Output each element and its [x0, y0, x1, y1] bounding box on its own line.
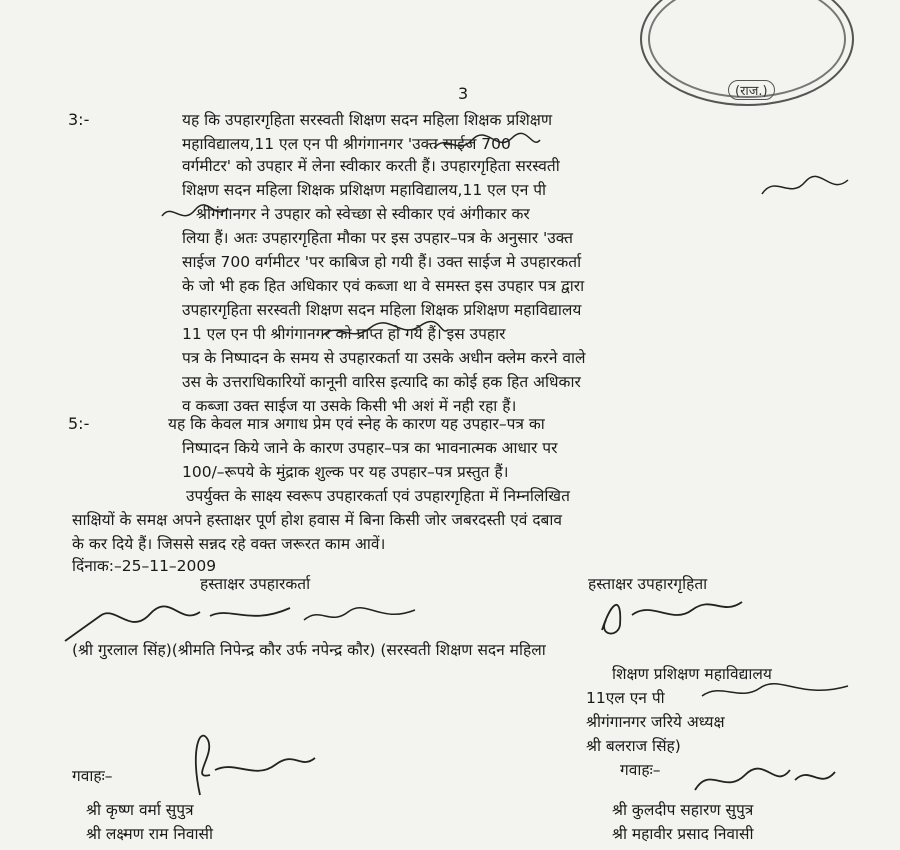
para3-line: लिया हैं। अतः उपहारगृहिता मौका पर इस उपहार–पत्र के अनुसार 'उक्त	[182, 229, 573, 247]
para3-line: शिक्षण सदन महिला शिक्षक प्रशिक्षण महाविद्यालय,11 एल एन पी	[182, 181, 547, 199]
date-line: दिंनाक:–25–11–2009	[72, 557, 217, 575]
initial-signature-scribble	[700, 680, 850, 704]
para3-line: के जो भी हक हित अधिकार एवं कब्जा था वे समस्त इस उपहार पत्र द्वारा	[182, 277, 585, 295]
initial-signature-scribble	[760, 172, 850, 202]
initial-signature-scribble	[160, 198, 230, 228]
para3-line: साईज 700 वर्गमीटर 'पर काबिज हो गयी हैं। उक्त साईज मे उपहारकर्ता	[182, 253, 582, 271]
para3-line: व कब्जा उक्त साईज या उसके किसी भी अशं में नही रहा हैं।	[182, 397, 517, 415]
donee-line: शिक्षण प्रशिक्षण महाविद्यालय	[612, 665, 772, 683]
para5-line: निष्पादन किये जाने के कारण उपहार–पत्र का भावनात्मक आधार पर	[182, 439, 558, 457]
donor-signature-label: हस्ताक्षर उपहारकर्ता	[200, 575, 311, 593]
witness-right-line: श्री महावीर प्रसाद निवासी	[612, 825, 754, 843]
witness-right-signature	[690, 760, 840, 800]
witness-left-line: श्री लक्ष्मण राम निवासी	[86, 825, 214, 843]
donor-signature-2	[300, 600, 420, 630]
witness-paragraph-line: उपर्युक्त के साक्ष्य स्वरूप उपहारकर्ता एवं उपहारगृहिता में निम्नलिखित	[186, 487, 570, 505]
donor-signature	[60, 596, 300, 646]
donee-line: श्री बलराज सिंह)	[586, 737, 681, 755]
paragraph-5-number: 5:-	[68, 414, 90, 433]
donee-line: 11एल एन पी	[586, 689, 665, 707]
witness-right-line: श्री कुलदीप सहारण सुपुत्र	[612, 801, 754, 819]
page-number: 3	[458, 84, 469, 103]
witness-left-label: गवाहः–	[72, 767, 113, 785]
para3-line: यह कि उपहारगृहिता सरस्वती शिक्षण सदन महिला शिक्षक प्रशिक्षण	[182, 111, 553, 129]
initial-signature-scribble	[320, 316, 450, 346]
donee-signature-label: हस्ताक्षर उपहारगृहिता	[588, 575, 708, 593]
donor-names: (श्री गुरलाल सिंह)(श्रीमति निपेन्द्र कौर उर्फ नपेन्द्र कौर) (सरस्वती शिक्षण सदन महिला	[72, 641, 546, 659]
donee-witness-label: गवाहः–	[620, 761, 661, 779]
witness-paragraph-line: साक्षियों के समक्ष अपने हस्ताक्षर पूर्ण होश हवास में बिना किसी जोर जबरदस्ती एवं दबाव	[72, 511, 563, 529]
donee-signature	[592, 590, 752, 640]
para3-line: पत्र के निष्पादन के समय से उपहारकर्ता या उसके अधीन क्लेम करने वाले	[182, 349, 586, 367]
donee-line: श्रीगंगानगर जरिये अध्यक्ष	[586, 713, 725, 731]
witness-paragraph-line: के कर दिये हैं। जिससे सन्नद रहे वक्त जरूरत काम आवें।	[72, 535, 386, 553]
initial-signature-scribble	[432, 128, 542, 158]
witness-left-signature	[160, 720, 320, 800]
para3-line: उपहारगृहिता सरस्वती शिक्षण सदन महिला शिक्षक प्रशिक्षण महाविद्यालय	[182, 301, 582, 319]
para5-line: 100/–रूपये के मुंद्राक शुल्क पर यह उपहार–पत्र प्रस्तुत हैं।	[182, 463, 509, 481]
para3-line: उस के उत्तराधिकारियों कानूनी वारिस इत्यादि का कोई हक हित अधिकार	[182, 373, 581, 391]
paragraph-3-number: 3:-	[68, 110, 90, 129]
para5-line: यह कि केवल मात्र अगाध प्रेम एवं स्नेह के कारण यह उपहार–पत्र का	[168, 415, 545, 433]
para3-line: महाविद्यालय,11 एल एन पी श्रीगंगानगर 'उक्त साईज 700	[182, 135, 511, 153]
witness-left-line: श्री कृष्ण वर्मा सुपुत्र	[86, 801, 194, 819]
para3-line: 11 एल एन पी श्रीगंगानगर को प्राप्त हो गये हैं। इस उपहार	[182, 325, 506, 343]
seal-text: (राज.)	[728, 80, 775, 100]
para3-line: वर्गमीटर' को उपहार में लेना स्वीकार करती हैं। उपहारगृहिता सरस्वती	[182, 157, 560, 175]
para3-line: श्रीगंगानगर ने उपहार को स्वेच्छा से स्वीकार एवं अंगीकार कर	[196, 205, 530, 223]
